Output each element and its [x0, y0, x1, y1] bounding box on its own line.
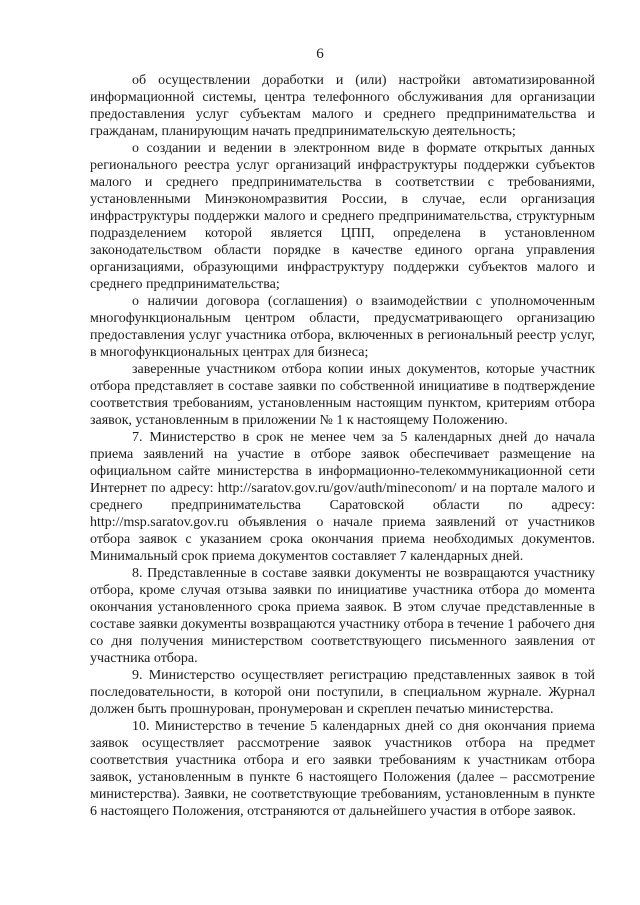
paragraph-item-7: 7. Министерство в срок не менее чем за 5 календарных дней до начала приема заявлений на участие в отборе заявок обеспечивает размещение на официальном сайте министерства в информационно-телекоммуникационной сети Интернет по адресу: http://saratov.gov.ru/gov/auth/mineconom/ и на портале малого и среднего предпринимательства Саратовской области по адресу: http://msp.saratov.gov.ru объявления о начале приема заявлений от участников отбора заявок с указанием срока окончания приема необходимых документов. Минимальный срок приема документов составляет 7 календарных дней. — [90, 430, 595, 564]
paragraph-item-8: 8. Представленные в составе заявки документы не возвращаются участнику отбора, кроме случая отзыва заявки по инициативе участника отбора до момента окончания установленного срока приема заявок. В этом случае представленные в составе заявки документы возвращаются участнику отбора в течение 1 рабочего дня со дня получения министерством соответствующего письменного заявления от участника отбора. — [90, 566, 595, 666]
paragraph-certified-copies: заверенные участником отбора копии иных документов, которые участник отбора представляет в составе заявки по собственной инициативе в подтверждение соответствия требованиям, установленным настоящим пунктом, критериям отбора заявок, установленным в приложении № 1 к настоящему Положению. — [90, 362, 595, 428]
document-body — [90, 72, 595, 820]
paragraph-automation-system: об осуществлении доработки и (или) настройки автоматизированной информационной системы, центра телефонного обслуживания для организации предоставления услуг субъектам малого и среднего предпринимательства и гражданам, планирующим начать предпринимательскую деятельность; — [90, 73, 595, 139]
page-number: 6 — [316, 46, 324, 62]
paragraph-item-10: 10. Министерство в течение 5 календарных дней со дня окончания приема заявок осуществляет рассмотрение заявок участников отбора на предмет соответствия участника отбора и его заявки требованиям к участникам отбора заявок, установленным в пункте 6 настоящего Положения (далее – рассмотрение министерства). Заявки, не соответствующие требованиям, установленным в пункте 6 настоящего Положения, отстраняются от дальнейшего участия в отборе заявок. — [90, 719, 595, 819]
paragraph-item-9: 9. Министерство осуществляет регистрацию представленных заявок в той последовательности, в которой они поступили, в специальном журнале. Журнал должен быть прошнурован, пронумерован и скреплен печатью министерства. — [90, 668, 595, 717]
paragraph-open-data-registry: о создании и ведении в электронном виде в формате открытых данных регионального реестра услуг организаций инфраструктуры поддержки субъектов малого и среднего предпринимательства в соответствии с требованиями, установленными Минэкономразвития России, в случае, если организация инфраструктуры поддержки малого и среднего предпринимательства, структурным подразделением которой является ЦПП, определена в установленном законодательством области порядке в качестве единого органа управления организациями, образующими инфраструктуру поддержки субъектов малого и среднего предпринимательства; — [90, 141, 595, 292]
paragraph-mfc-agreement: о наличии договора (соглашения) о взаимодействии с уполномоченным многофункциональным центром области, предусматривающего организацию предоставления услуг участника отбора, включенных в региональный реестр услуг, в многофункциональных центрах для бизнеса; — [90, 294, 595, 360]
